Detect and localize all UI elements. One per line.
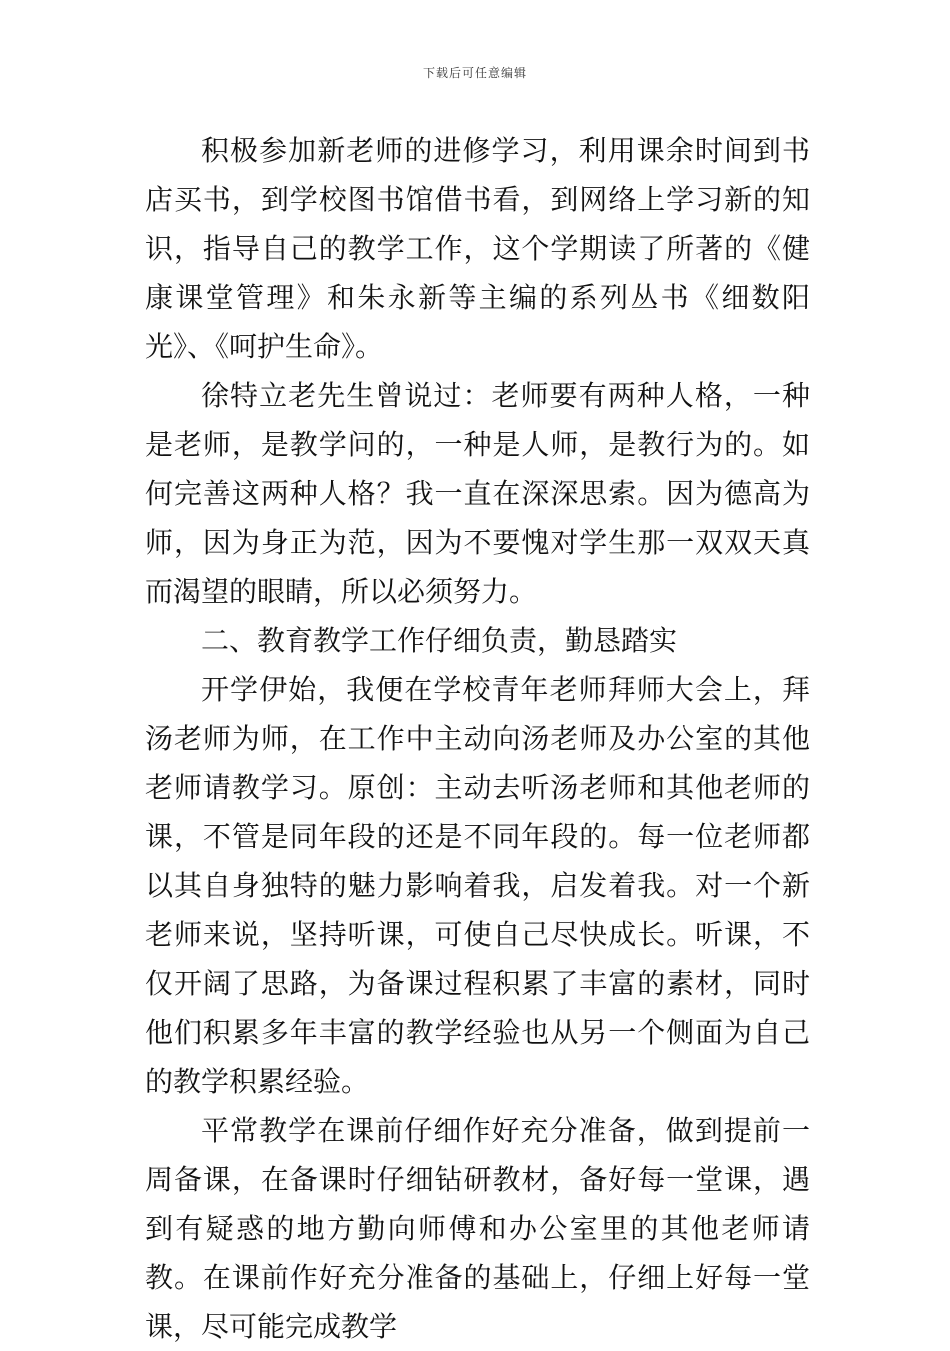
section-heading: 二、教育教学工作仔细负责，勤恳踏实 bbox=[201, 624, 678, 657]
paragraph-mentorship: 开学伊始，我便在学校青年老师拜师大会上，拜汤老师为师，在工作中主动向汤老师及办公室的其他老师请教学习。原创：主动去听汤老师和其他老师的课，不管是同年段的还是不同年段的。每一位老师都以其自身独特的魅力影响着我，启发着我。对一个新老师来说，坚持听课，可使自己尽快成长。听课，不仅开阔了思路，为备课过程积累了丰富的素材，同时他们积累多年丰富的教学经验也从另一个侧面为自己的教学积累经验。 bbox=[145, 673, 810, 1098]
paragraph-study: 积极参加新老师的进修学习，利用课余时间到书店买书，到学校图书馆借书看，到网络上学习新的知识，指导自己的教学工作，这个学期读了所著的《健康课堂管理》和朱永新等主编的系列丛书《细数阳光》、《呵护生命》。 bbox=[145, 134, 810, 363]
document-body bbox=[145, 126, 810, 1351]
paragraph-preparation: 平常教学在课前仔细作好充分准备，做到提前一周备课，在备课时仔细钻研教材，备好每一堂课，遇到有疑惑的地方勤向师傅和办公室里的其他老师请教。在课前作好充分准备的基础上，仔细上好每一堂课，尽可能完成教学 bbox=[145, 1114, 810, 1343]
paragraph-personality: 徐特立老先生曾说过：老师要有两种人格，一种是老师，是教学问的，一种是人师，是教行为的。如何完善这两种人格？我一直在深深思索。因为德高为师，因为身正为范，因为不要愧对学生那一双双天真而渴望的眼睛，所以必须努力。 bbox=[145, 379, 810, 608]
page-header: 下载后可任意编辑 bbox=[422, 66, 527, 80]
